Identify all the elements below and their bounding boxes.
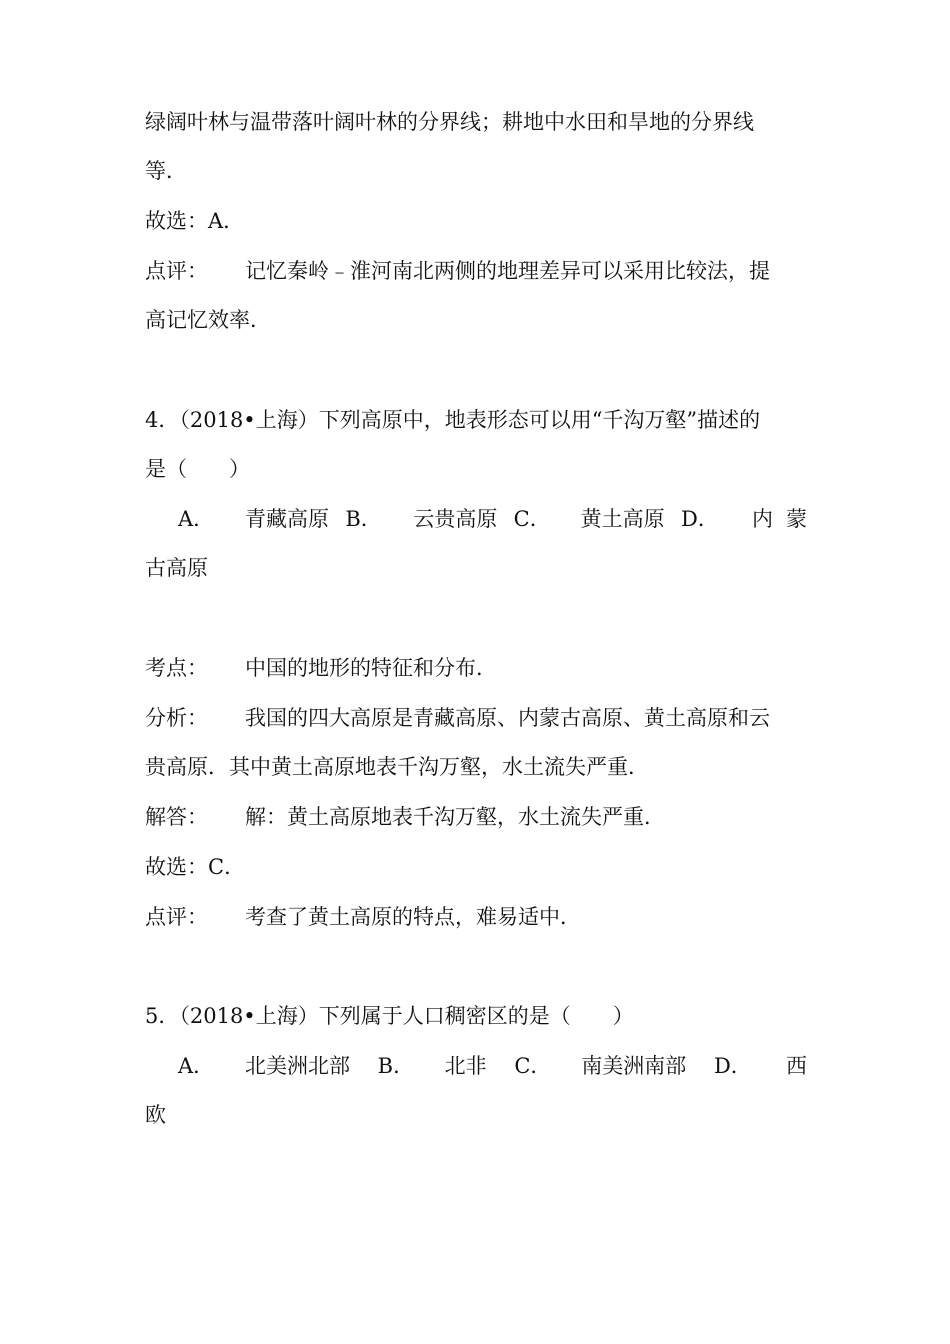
q5-option-d-continued: 欧: [145, 1103, 166, 1127]
q4-option-d: D． 内 蒙: [680, 507, 807, 531]
q4-option-d-continued: 古高原: [145, 556, 208, 580]
prev-comment-line-2: 高记忆效率．: [145, 308, 271, 332]
prev-comment: [145, 256, 807, 286]
q4-option-b: B． 云贵高原: [345, 507, 498, 531]
q4-fenxi: [145, 703, 807, 733]
comment-label: 点评：: [145, 905, 208, 929]
prev-explanation-line-2: 等．: [145, 159, 187, 183]
q4-option-a: A． 青藏高原: [178, 507, 329, 531]
kaodian-label: 考点：: [145, 656, 208, 680]
q4-option-c: C． 黄土高原: [513, 507, 665, 531]
comment-text: 考查了黄土高原的特点，难易适中．: [245, 905, 581, 929]
q4-kaodian: [145, 653, 807, 683]
comment-text: 记忆秦岭﹣淮河南北两侧的地理差异可以采用比较法，提: [245, 259, 770, 283]
fenxi-label: 分析：: [145, 706, 208, 730]
comment-label: 点评：: [145, 259, 208, 283]
jieda-text: 解：黄土高原地表千沟万壑，水土流失严重．: [245, 805, 665, 829]
fenxi-text: 我国的四大高原是青藏高原、内蒙古高原、黄土高原和云: [245, 706, 770, 730]
q5-option-c: C． 南美洲南部: [514, 1054, 687, 1078]
q4-fenxi-line-2: 贵高原．其中黄土高原地表千沟万壑，水土流失严重．: [145, 755, 649, 779]
q5-option-b: B． 北非: [377, 1054, 487, 1078]
q4-options: [178, 504, 807, 534]
q4-comment: [145, 902, 807, 932]
prev-answer: 故选：A．: [145, 209, 245, 233]
q5-options: [178, 1051, 807, 1081]
jieda-label: 解答：: [145, 805, 208, 829]
q4-answer: 故选：C．: [145, 855, 246, 879]
kaodian-text: 中国的地形的特征和分布．: [245, 656, 497, 680]
q5-option-a: A． 北美洲北部: [178, 1054, 350, 1078]
q4-stem-line-1: 4．（2018•上海）下列高原中，地表形态可以用“千沟万壑”描述的: [145, 408, 761, 432]
q4-jieda: [145, 802, 807, 832]
q4-stem-line-2: 是（ ）: [145, 457, 250, 481]
q5-option-d: D． 西: [713, 1054, 807, 1078]
q5-stem: 5．（2018•上海）下列属于人口稠密区的是（ ）: [145, 1004, 634, 1028]
prev-explanation-line-1: 绿阔叶林与温带落叶阔叶林的分界线；耕地中水田和旱地的分界线: [145, 110, 754, 134]
